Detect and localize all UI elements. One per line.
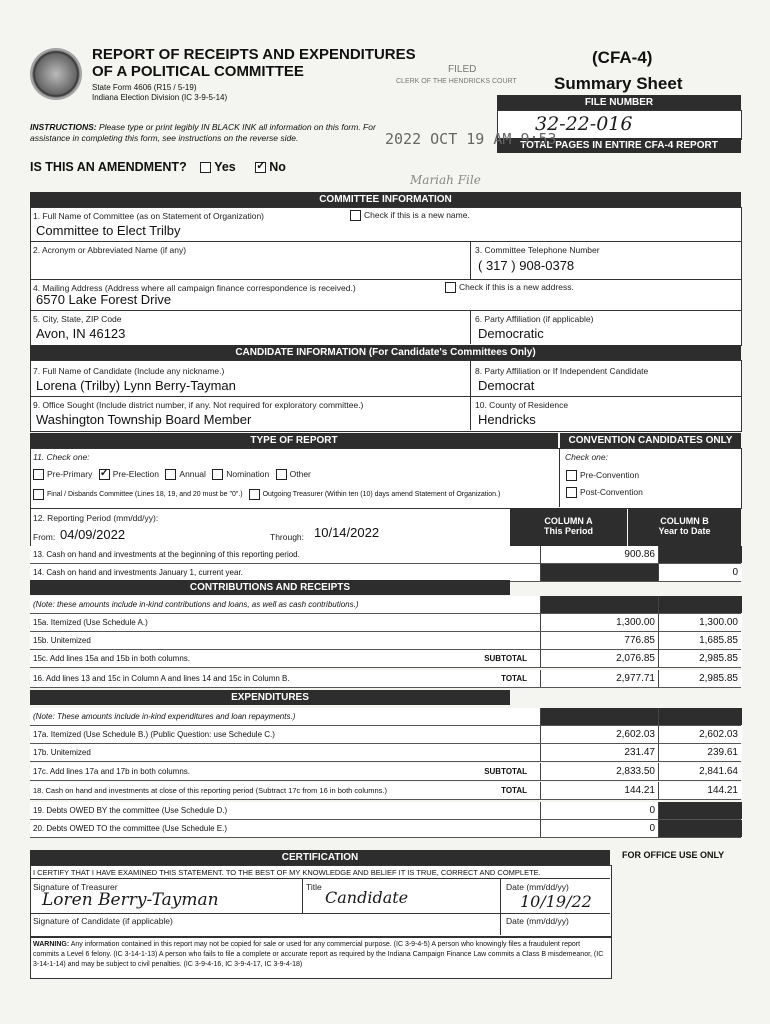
line-15c-label: 15c. Add lines 15a and 15b in both columns. (33, 654, 190, 663)
expenditures-note-text: (Note: These amounts include in-kind expenditures and loan repayments.) (33, 712, 296, 721)
amendment-no[interactable] (255, 160, 286, 174)
convention-header: CONVENTION CANDIDATES ONLY (560, 433, 741, 448)
line-15a (30, 614, 741, 632)
city-label: 5. City, State, ZIP Code (33, 314, 122, 324)
annual-checkbox[interactable] (165, 469, 176, 480)
line-19-col-a: 0 (540, 802, 659, 819)
committee-name-label: 1. Full Name of Committee (as on Statement of Organization) (33, 211, 265, 221)
amendment-label: IS THIS AN AMENDMENT? (30, 160, 187, 174)
title-label: Title (306, 882, 322, 892)
no-label: No (269, 160, 286, 174)
city-value: Avon, IN 46123 (36, 326, 126, 341)
line-17a-col-b: 2,602.03 (658, 726, 742, 743)
received-stamp: 2022 OCT 19 AM 9:53 (385, 130, 557, 148)
clerk-stamp: CLERK OF THE HENDRICKS COURT (396, 78, 517, 85)
line-20-col-a: 0 (540, 820, 659, 837)
other-label: Other (289, 469, 311, 479)
party-value: Democratic (478, 326, 544, 341)
through-label: Through: (270, 532, 305, 542)
line-15a-label: 15a. Itemized (Use Schedule A.) (33, 618, 148, 627)
line-19-label: 19. Debts OWED BY the committee (Use Schedule D.) (33, 806, 228, 815)
form-code: (CFA-4) (592, 48, 653, 67)
line-13-col-b (658, 546, 742, 563)
expenditures-header: EXPENDITURES (30, 690, 510, 705)
contributions-note-text: (Note: these amounts include in-kind contributions and loans, as well as cash contributions.) (33, 600, 359, 609)
line-18-label: 18. Cash on hand and investments at close of this reporting period (Subtract 17c from 16 in both columns.) (33, 786, 387, 795)
total-pages-label: TOTAL PAGES IN ENTIRE CFA-4 REPORT (497, 138, 741, 153)
no-checkbox[interactable] (255, 162, 266, 173)
phone-label: 3. Committee Telephone Number (475, 245, 600, 255)
line-15c-col-b: 2,985.85 (658, 650, 742, 667)
date-label: Date (mm/dd/yy) (506, 882, 569, 892)
candidate-party-label: 8. Party Affiliation or If Independent Candidate (475, 366, 649, 376)
mailing-label: 4. Mailing Address (Address where all campaign finance correspondence is received.) (33, 283, 356, 293)
candidate-sig-label: Signature of Candidate (if applicable) (33, 916, 173, 926)
line-17b (30, 744, 741, 762)
form-title-line2: OF A POLITICAL COMMITTEE (92, 63, 304, 80)
contributions-note (30, 596, 741, 614)
option-nomination[interactable] (212, 469, 269, 479)
option-outgoing[interactable] (249, 491, 501, 498)
option-post-convention[interactable] (566, 487, 643, 498)
line-20-col-b (658, 820, 742, 837)
candidate-party: Democrat (478, 378, 535, 393)
office-use-label: FOR OFFICE USE ONLY (622, 850, 725, 860)
pre-election-label: Pre-Election (112, 469, 160, 479)
option-final[interactable] (33, 491, 243, 498)
office-value: Washington Township Board Member (36, 412, 252, 427)
yes-checkbox[interactable] (200, 162, 211, 173)
line-18-col-a: 144.21 (540, 782, 659, 799)
certification-header: CERTIFICATION (30, 850, 610, 865)
summary-sheet: Summary Sheet (554, 74, 683, 93)
pre-election-checkbox[interactable] (99, 469, 110, 480)
phone-area: 317 (485, 258, 508, 273)
line-15b-col-b: 1,685.85 (658, 632, 742, 649)
new-name-checkbox[interactable] (350, 210, 361, 221)
line-17c (30, 763, 741, 781)
report-options (33, 469, 311, 480)
cert-statement: I CERTIFY THAT I HAVE EXAMINED THIS STATEMENT. TO THE BEST OF MY KNOWLEDGE AND BELIEF IT IS TRUE, CORRECT AND COMPLETE. (33, 868, 541, 877)
pre-convention-label: Pre-Convention (580, 470, 640, 480)
line-15b-label: 15b. Unitemized (33, 636, 91, 645)
check-one-label: 11. Check one: (33, 452, 90, 462)
date-label-2: Date (mm/dd/yy) (506, 916, 569, 926)
line-16-label: 16. Add lines 13 and 15c in Column A and lines 14 and 15c in Column B. (33, 674, 290, 683)
committee-section-header: COMMITTEE INFORMATION (30, 192, 741, 207)
candidate-section-header: CANDIDATE INFORMATION (For Candidate's Committees Only) (30, 345, 741, 360)
outgoing-label: Outgoing Treasurer (Within ten (10) days amend Statement of Organization.) (262, 491, 501, 499)
column-a-sub: This Period (543, 526, 593, 536)
pre-primary-checkbox[interactable] (33, 469, 44, 480)
new-address-label: Check if this is a new address. (459, 282, 574, 292)
division: Indiana Election Division (IC 3-9-5-14) (92, 93, 228, 102)
warning-bold: WARNING: (33, 941, 70, 948)
line-19-col-b (658, 802, 742, 819)
county-label: 10. County of Residence (475, 400, 569, 410)
line-16-col-a: 2,977.71 (540, 670, 659, 687)
file-number-label: FILE NUMBER (497, 95, 741, 110)
post-convention-checkbox[interactable] (566, 487, 577, 498)
nomination-label: Nomination (226, 469, 270, 479)
candidate-name-label: 7. Full Name of Candidate (Include any nickname.) (33, 366, 225, 376)
form-title-line1: REPORT OF RECEIPTS AND EXPENDITURES (92, 46, 416, 63)
line-20-label: 20. Debts OWED TO the committee (Use Schedule E.) (33, 824, 227, 833)
line-13-label: 13. Cash on hand and investments at the beginning of this reporting period. (33, 550, 300, 559)
amendment-question (30, 160, 286, 174)
instructions-text: Please type or print legibly IN BLACK INK all information on this form. For assistance in completing this form, see instructions on the reverse side. (30, 122, 376, 143)
note-col-b (658, 596, 742, 613)
line-17b-col-b: 239.61 (658, 744, 742, 761)
through-date: 10/14/2022 (314, 525, 380, 540)
date-value: 10/19/22 (520, 892, 592, 911)
new-name-check[interactable] (350, 210, 470, 221)
instructions-bold: INSTRUCTIONS: (30, 122, 97, 132)
line-16-col-b: 2,985.85 (658, 670, 742, 687)
line-16-tag: TOTAL (501, 674, 527, 683)
nomination-checkbox[interactable] (212, 469, 223, 480)
phone-value: ( 317 ) 908-0378 (478, 258, 575, 273)
line-17b-col-a: 231.47 (540, 744, 659, 761)
line-17c-col-b: 2,841.64 (658, 763, 742, 780)
final-checkbox[interactable] (33, 489, 44, 500)
pre-convention-checkbox[interactable] (566, 470, 577, 481)
line-15c (30, 650, 741, 668)
instructions (30, 122, 390, 144)
mailing-address: 6570 Lake Forest Drive (36, 292, 172, 307)
line-17c-col-a: 2,833.50 (540, 763, 659, 780)
line-15a-col-a: 1,300.00 (540, 614, 659, 631)
new-name-label: Check if this is a new name. (364, 210, 470, 220)
option-other[interactable] (276, 469, 311, 479)
line-17a (30, 726, 741, 744)
line-15c-tag: SUBTOTAL (484, 654, 527, 663)
phone-number: 908-0378 (519, 258, 575, 273)
line-18-tag: TOTAL (501, 786, 527, 795)
line-16 (30, 670, 741, 688)
line-17c-tag: SUBTOTAL (484, 767, 527, 776)
pre-primary-label: Pre-Primary (47, 469, 93, 479)
line-15a-col-b: 1,300.00 (658, 614, 742, 631)
acronym-label: 2. Acronym or Abbreviated Name (if any) (33, 245, 187, 255)
column-b-sub: Year to Date (658, 526, 711, 536)
form-number: State Form 4606 (R15 / 5-19) (92, 83, 197, 92)
option-pre-primary[interactable] (33, 469, 92, 479)
treasurer-sig-label: Signature of Treasurer (33, 882, 118, 892)
state-seal (30, 48, 82, 100)
line-18-col-b: 144.21 (658, 782, 742, 799)
line-13-col-a: 900.86 (540, 546, 659, 563)
line-15c-col-a: 2,076.85 (540, 650, 659, 667)
warning-text (33, 940, 607, 970)
line-18 (30, 782, 741, 800)
line-14-col-a (540, 564, 659, 581)
other-checkbox[interactable] (276, 469, 287, 480)
post-convention-label: Post-Convention (580, 487, 643, 497)
line-17c-label: 17c. Add lines 17a and 17b in both columns. (33, 767, 190, 776)
line-14-col-b: 0 (658, 564, 742, 581)
note-col-a (540, 596, 659, 613)
report-type-header: TYPE OF REPORT (30, 433, 558, 448)
candidate-name: Lorena (Trilby) Lynn Berry-Tayman (36, 378, 236, 393)
option-pre-convention[interactable] (566, 470, 639, 481)
amendment-yes[interactable] (200, 160, 236, 174)
line-17b-label: 17b. Unitemized (33, 748, 91, 757)
line-15b (30, 632, 741, 650)
party-label: 6. Party Affiliation (if applicable) (475, 314, 594, 324)
exp-note-col-b (658, 708, 742, 725)
filed-stamp: FILED (448, 64, 477, 75)
line-19 (30, 802, 741, 820)
expenditures-note (30, 708, 741, 726)
line-20 (30, 820, 741, 838)
line-17a-label: 17a. Itemized (Use Schedule B.) (Public Question: use Schedule C.) (33, 730, 275, 739)
final-label: Final / Disbands Committee (Lines 18, 19, and 20 must be "0".) (47, 491, 243, 499)
annual-label: Annual (179, 469, 206, 479)
column-a-title: COLUMN A (544, 516, 593, 526)
line-14-label: 14. Cash on hand and investments January 1, current year. (33, 568, 243, 577)
handwritten-note: Mariah File (410, 173, 481, 187)
option-pre-election[interactable] (99, 469, 159, 479)
line-15b-col-a: 776.85 (540, 632, 659, 649)
new-address-check[interactable] (445, 282, 574, 293)
option-annual[interactable] (165, 469, 205, 479)
yes-label: Yes (214, 160, 236, 174)
from-date: 04/09/2022 (60, 527, 126, 542)
office-label: 9. Office Sought (Include district number, if any. Not required for exploratory committee.) (33, 400, 364, 410)
line-17a-col-a: 2,602.03 (540, 726, 659, 743)
outgoing-checkbox[interactable] (249, 489, 260, 500)
conv-check-one: Check one: (565, 452, 608, 462)
period-label: 12. Reporting Period (mm/dd/yy): (33, 513, 159, 523)
file-number-value: 32-22-016 (535, 113, 633, 135)
report-options-2 (33, 489, 500, 500)
warning-body: Any information contained in this report may not be copied for sale or used for any commercial purpose. (IC 3-9-4-5) A person who knowingly files a fraudulent report commits a Level 6 felony. (IC 3-14-1-13) A person who fails to file a complete or accurate report as required by the Indiana Campaign Finance Law commits a Class B misdemeanor, (IC 3-14-1-14) and may be subject to civil penalties. (IC 3-9-4-16, IC 3-9-4-17, IC 3-9-4-18) (33, 941, 604, 968)
from-label: From: (33, 532, 56, 542)
column-b-title: COLUMN B (660, 516, 709, 526)
committee-name: Committee to Elect Trilby (36, 223, 181, 238)
contributions-header: CONTRIBUTIONS AND RECEIPTS (30, 580, 510, 595)
treasurer-signature: Loren Berry-Tayman (42, 890, 219, 910)
county-value: Hendricks (478, 412, 536, 427)
new-address-checkbox[interactable] (445, 282, 456, 293)
exp-note-col-a (540, 708, 659, 725)
title-value: Candidate (325, 888, 409, 907)
line-13 (30, 546, 741, 564)
